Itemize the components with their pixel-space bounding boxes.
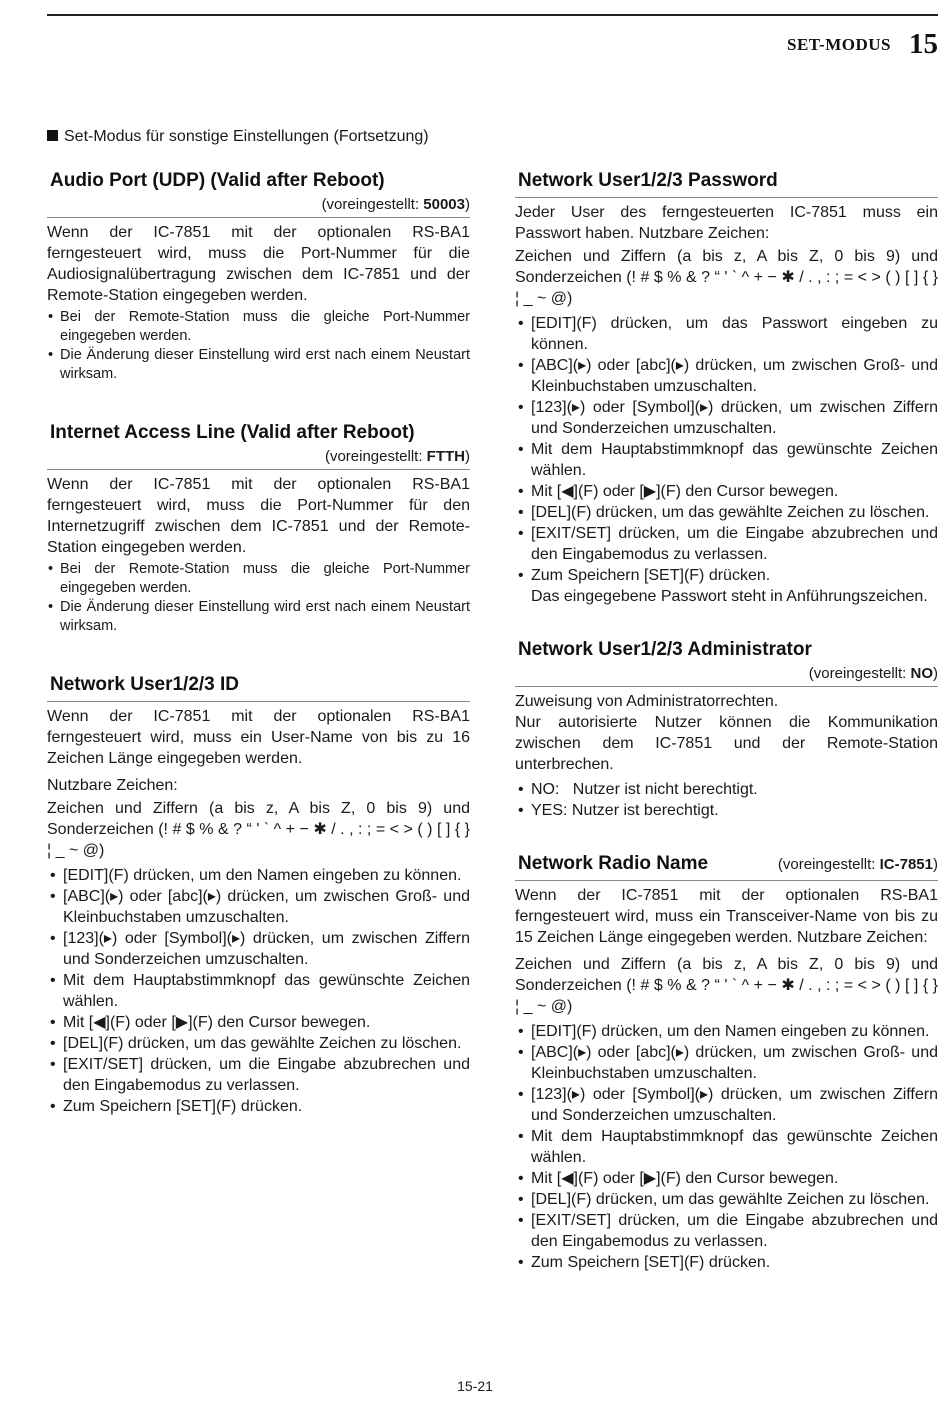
default-value: FTTH	[426, 448, 465, 465]
user-id-chars-label: Nutzbare Zeichen:	[47, 777, 178, 794]
option-item: • NO: Nutzer ist nicht berechtigt.	[515, 779, 938, 800]
divider	[515, 197, 938, 198]
option-item: • YES: Nutzer ist berechtigt.	[515, 800, 938, 821]
step-item: • [EDIT](F) drücken, um den Namen eingeben zu können.	[47, 865, 470, 886]
left-column	[47, 168, 470, 1143]
password-chars: Zeichen und Ziffern (a bis z, A bis Z, 0 bis 9) und Sonderzeichen (! # $ % & ? “ ' ` ^ + − ✱ / . , : ; = < > ( ) [ ] { } ¦ _ ~ @)	[515, 248, 938, 307]
internet-access-notes	[47, 560, 470, 636]
note-item: • Die Änderung dieser Einstellung wird erst nach einem Neustart wirksam.	[47, 346, 470, 384]
divider	[515, 880, 938, 881]
default-value: IC-7851	[879, 856, 933, 873]
password-body: Jeder User des ferngesteuerten IC-7851 muss ein Passwort haben. Nutzbare Zeichen:	[515, 204, 938, 242]
step-item: • Mit [◀](F) oder [▶](F) den Cursor bewegen.	[515, 481, 938, 502]
step-item: • [DEL](F) drücken, um das gewählte Zeichen zu löschen.	[515, 502, 938, 523]
step-item: • [ABC](▸) oder [abc](▸) drücken, um zwischen Groß- und Kleinbuchstaben umzuschalten.	[515, 355, 938, 397]
audio-port-section	[47, 168, 470, 384]
radio-name-section	[515, 851, 938, 1273]
step-item: • [ABC](▸) oder [abc](▸) drücken, um zwischen Groß- und Kleinbuchstaben umzuschalten.	[515, 1042, 938, 1084]
audio-port-notes	[47, 308, 470, 384]
password-title: Network User1/2/3 Password	[518, 170, 778, 191]
administrator-section	[515, 637, 938, 821]
administrator-title: Network User1/2/3 Administrator	[518, 639, 812, 660]
step-item: • [123](▸) oder [Symbol](▸) drücken, um zwischen Ziffern und Sonderzeichen umzuschalten.	[515, 1084, 938, 1126]
administrator-options	[515, 779, 938, 821]
divider	[47, 701, 470, 702]
step-item: • [ABC](▸) oder [abc](▸) drücken, um zwischen Groß- und Kleinbuchstaben umzuschalten.	[47, 886, 470, 928]
radio-name-title: Network Radio Name	[518, 853, 709, 874]
internet-access-default: (voreingestellt: FTTH)	[324, 448, 470, 465]
step-item: • [123](▸) oder [Symbol](▸) drücken, um zwischen Ziffern und Sonderzeichen umzuschalten.	[47, 928, 470, 970]
step-item: • [EXIT/SET] drücken, um die Eingabe abzubrechen und den Eingabemodus zu verlassen.	[515, 1210, 938, 1252]
user-id-body: Wenn der IC-7851 mit der optionalen RS-BA1 ferngesteuert wird, muss ein User-Name von bis zu 16 Zeichen Länge eingegeben werden.	[47, 708, 470, 767]
note-item: • Bei der Remote-Station muss die gleiche Port-Nummer eingegeben werden.	[47, 308, 470, 346]
internet-access-body: Wenn der IC-7851 mit der optionalen RS-BA1 ferngesteuert wird, muss die Port-Nummer für den Internetzugriff zwischen dem IC-7851 und der Remote-Station eingegeben werden.	[47, 476, 470, 556]
right-column	[515, 168, 938, 1299]
intro-line	[47, 128, 429, 146]
page-number: 15-21	[457, 1378, 493, 1394]
page-header	[787, 28, 938, 61]
radio-name-heading	[515, 851, 938, 878]
note-item: • Die Änderung dieser Einstellung wird erst nach einem Neustart wirksam.	[47, 598, 470, 636]
intro-text: Set-Modus für sonstige Einstellungen (Fortsetzung)	[64, 128, 429, 145]
step-item: • Mit dem Hauptabstimmknopf das gewünschte Zeichen wählen.	[515, 1126, 938, 1168]
administrator-body2: Nur autorisierte Nutzer können die Kommunikation zwischen dem IC-7851 und der Remote-Station unterbrechen.	[515, 714, 938, 773]
chapter-number: 15	[909, 28, 938, 60]
step-item: • Mit dem Hauptabstimmknopf das gewünschte Zeichen wählen.	[47, 970, 470, 1012]
step-item: • Zum Speichern [SET](F) drücken.	[47, 1096, 470, 1117]
user-id-title: Network User1/2/3 ID	[50, 674, 240, 695]
step-item: • Mit [◀](F) oder [▶](F) den Cursor bewegen.	[47, 1012, 470, 1033]
step-item: • [EXIT/SET] drücken, um die Eingabe abzubrechen und den Eingabemodus zu verlassen.	[515, 523, 938, 565]
divider	[47, 217, 470, 218]
step-item: • Mit dem Hauptabstimmknopf das gewünschte Zeichen wählen.	[515, 439, 938, 481]
audio-port-default: (voreingestellt: 50003)	[321, 196, 470, 213]
user-id-chars: Zeichen und Ziffern (a bis z, A bis Z, 0 bis 9) und Sonderzeichen (! # $ % & ? “ ' ` ^ + − ✱ / . , : ; = < > ( ) [ ] { } ¦ _ ~ @)	[47, 800, 470, 859]
step-item: • [123](▸) oder [Symbol](▸) drücken, um zwischen Ziffern und Sonderzeichen umzuschalten.	[515, 397, 938, 439]
step-item: • [EDIT](F) drücken, um das Passwort eingeben zu können.	[515, 313, 938, 355]
top-rule	[47, 14, 938, 16]
step-item: • Zum Speichern [SET](F) drücken. Das eingegebene Passwort steht in Anführungszeichen.	[515, 565, 938, 607]
audio-port-body: Wenn der IC-7851 mit der optionalen RS-BA1 ferngesteuert wird, muss die Port-Nummer für die Audiosignalübertragung zwischen dem IC-7851 und der Remote-Station eingegeben werden.	[47, 224, 470, 304]
administrator-body1: Zuweisung von Administratorrechten.	[515, 693, 779, 710]
divider	[47, 469, 470, 470]
step-item: • [DEL](F) drücken, um das gewählte Zeichen zu löschen.	[47, 1033, 470, 1054]
step-item: • [DEL](F) drücken, um das gewählte Zeichen zu löschen.	[515, 1189, 938, 1210]
default-value: 50003	[423, 196, 465, 213]
step-note: Das eingegebene Passwort steht in Anführungszeichen.	[531, 588, 928, 605]
note-item: • Bei der Remote-Station muss die gleiche Port-Nummer eingegeben werden.	[47, 560, 470, 598]
default-value: NO	[910, 665, 933, 682]
password-steps	[515, 313, 938, 607]
audio-port-title: Audio Port (UDP) (Valid after Reboot)	[50, 170, 385, 191]
divider	[515, 686, 938, 687]
radio-name-steps	[515, 1021, 938, 1273]
step-item: • [EXIT/SET] drücken, um die Eingabe abzubrechen und den Eingabemodus zu verlassen.	[47, 1054, 470, 1096]
step-item: • [EDIT](F) drücken, um den Namen eingeben zu können.	[515, 1021, 938, 1042]
step-item: • Mit [◀](F) oder [▶](F) den Cursor bewegen.	[515, 1168, 938, 1189]
user-id-steps	[47, 865, 470, 1117]
radio-name-default: (voreingestellt: IC-7851)	[777, 856, 938, 873]
administrator-default: (voreingestellt: NO)	[808, 665, 938, 682]
step-item: • Zum Speichern [SET](F) drücken.	[515, 1252, 938, 1273]
section-title: SET-MODUS	[786, 35, 891, 54]
radio-name-body: Wenn der IC-7851 mit der optionalen RS-BA1 ferngesteuert wird, muss ein Transceiver-Name von bis zu 15 Zeichen Länge eingegeben werden. Nutzbare Zeichen:	[515, 887, 938, 946]
internet-access-title: Internet Access Line (Valid after Reboot)	[50, 422, 415, 443]
user-id-section	[47, 672, 470, 1117]
square-bullet-icon	[47, 130, 58, 141]
password-section	[515, 168, 938, 607]
internet-access-section	[47, 420, 470, 636]
radio-name-chars: Zeichen und Ziffern (a bis z, A bis Z, 0 bis 9) und Sonderzeichen (! # $ % & ? “ ' ` ^ + − ✱ / . , : ; = < > ( ) [ ] { } ¦ _ ~ @)	[515, 956, 938, 1015]
